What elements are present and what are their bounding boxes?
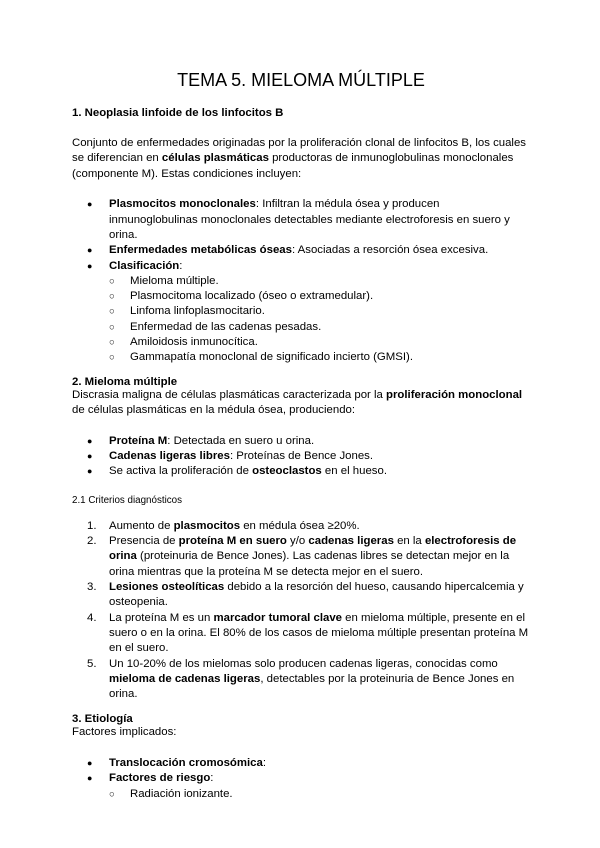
list-item: 1. Aumento de plasmocitos en médula ósea ≥20%. [87,519,360,532]
section-heading-mieloma: 2. Mieloma múltiple [72,375,178,388]
circle-bullet-icon: ○ [109,788,115,800]
list-item: ● Se activa la proliferación de osteoclastos en el hueso. [109,464,530,479]
paragraph-mieloma-intro: Discrasia maligna de células plasmáticas caracterizada por la proliferación monoclonal de células plasmáticas en la médula ósea, produciendo: [72,388,523,417]
list-item: ● Clasificación: ○ Mieloma múltiple. ○ Plasmocitoma localizado (óseo o extramedular). ○ Linfoma linfoplasmocitario. ○ Enfermedad de las cadenas pesadas. ○ Amiloidosis inmunocítica. ○ Gammapatía monoclonal de significado incierto (GMSI). [109,259,530,365]
bullet-icon: ● [87,757,93,768]
paragraph-etiologia-intro: Factores implicados: [72,726,177,739]
list-item: ● Enfermedades metabólicas óseas: Asociadas a resorción ósea excesiva. [109,243,530,258]
list-item: 3. Lesiones osteolíticas debido a la resorción del hueso, causando hipercalcemia y osteopenia. [87,581,524,609]
bullet-icon: ● [87,435,93,446]
bullet-icon: ● [87,451,93,462]
subsection-heading-criterios: 2.1 Criterios diagnósticos [72,494,182,506]
criteria-list [72,519,530,703]
bullet-icon: ● [87,260,93,271]
circle-bullet-icon: ○ [109,351,115,363]
circle-bullet-icon: ○ [109,306,115,318]
list-item: ○ Plasmocitoma localizado (óseo o extramedular). [130,289,530,304]
list-item: ○ Amiloidosis inmunocítica. [130,335,530,350]
page-title: TEMA 5. MIELOMA MÚLTIPLE [177,70,425,90]
list-item: 2. Presencia de proteína M en suero y/o cadenas ligeras en la electroforesis de orina (proteinuria de Bence Jones). Las cadenas libres se detectan mejor en la orina mientras que la proteína M se detecta mejor en el suero. [87,535,517,578]
risk-factors-list [109,787,530,802]
circle-bullet-icon: ○ [109,291,115,303]
circle-bullet-icon: ○ [109,276,115,288]
list-item: ● Proteína M: Detectada en suero u orina. [109,434,530,449]
list-item: ● Plasmocitos monoclonales: Infiltran la médula ósea y producen inmunoglobulinas monoclonales detectables mediante electroforesis en suero y orina. [87,198,510,242]
paragraph-neoplasia-intro: Conjunto de enfermedades originadas por la proliferación clonal de linfocitos B, los cuales se diferencian en células plasmáticas productoras de inmunoglobulinas monoclonales (componente M). Estas condiciones incluyen: [72,137,526,180]
list-item: ○ Gammapatía monoclonal de significado incierto (GMSI). [130,350,530,365]
list-item: 5. Un 10-20% de los mielomas solo producen cadenas ligeras, conocidas como mieloma de cadenas ligeras, detectables por la proteinuria de Bence Jones en orina. [87,657,515,701]
factors-list [72,756,530,802]
list-item: ○ Radiación ionizante. [130,787,530,802]
mieloma-products-list [72,434,530,480]
list-item: ● Factores de riesgo: ○ Radiación ionizante. [109,771,530,802]
conditions-list [72,197,530,365]
bullet-icon: ● [87,466,93,477]
bullet-icon: ● [87,773,93,784]
list-item: ● Cadenas ligeras libres: Proteínas de Bence Jones. [109,449,530,464]
list-item: ○ Enfermedad de las cadenas pesadas. [130,320,530,335]
section-heading-neoplasia: 1. Neoplasia linfoide de los linfocitos B [72,107,284,119]
list-item: ○ Linfoma linfoplasmocitario. [130,304,530,319]
list-item: ● Translocación cromosómica: [109,756,530,771]
document-page [72,70,530,802]
list-item: ○ Mieloma múltiple. [130,274,530,289]
bullet-icon: ● [87,245,93,256]
classification-list [109,274,530,365]
circle-bullet-icon: ○ [109,321,115,333]
list-item: 4. La proteína M es un marcador tumoral clave en mieloma múltiple, presente en el suero o en la orina. El 80% de los casos de mieloma múltiple presentan proteína M en el suero. [87,611,529,655]
circle-bullet-icon: ○ [109,336,115,348]
section-heading-etiologia: 3. Etiología [72,713,133,726]
bullet-icon: ● [87,199,93,210]
